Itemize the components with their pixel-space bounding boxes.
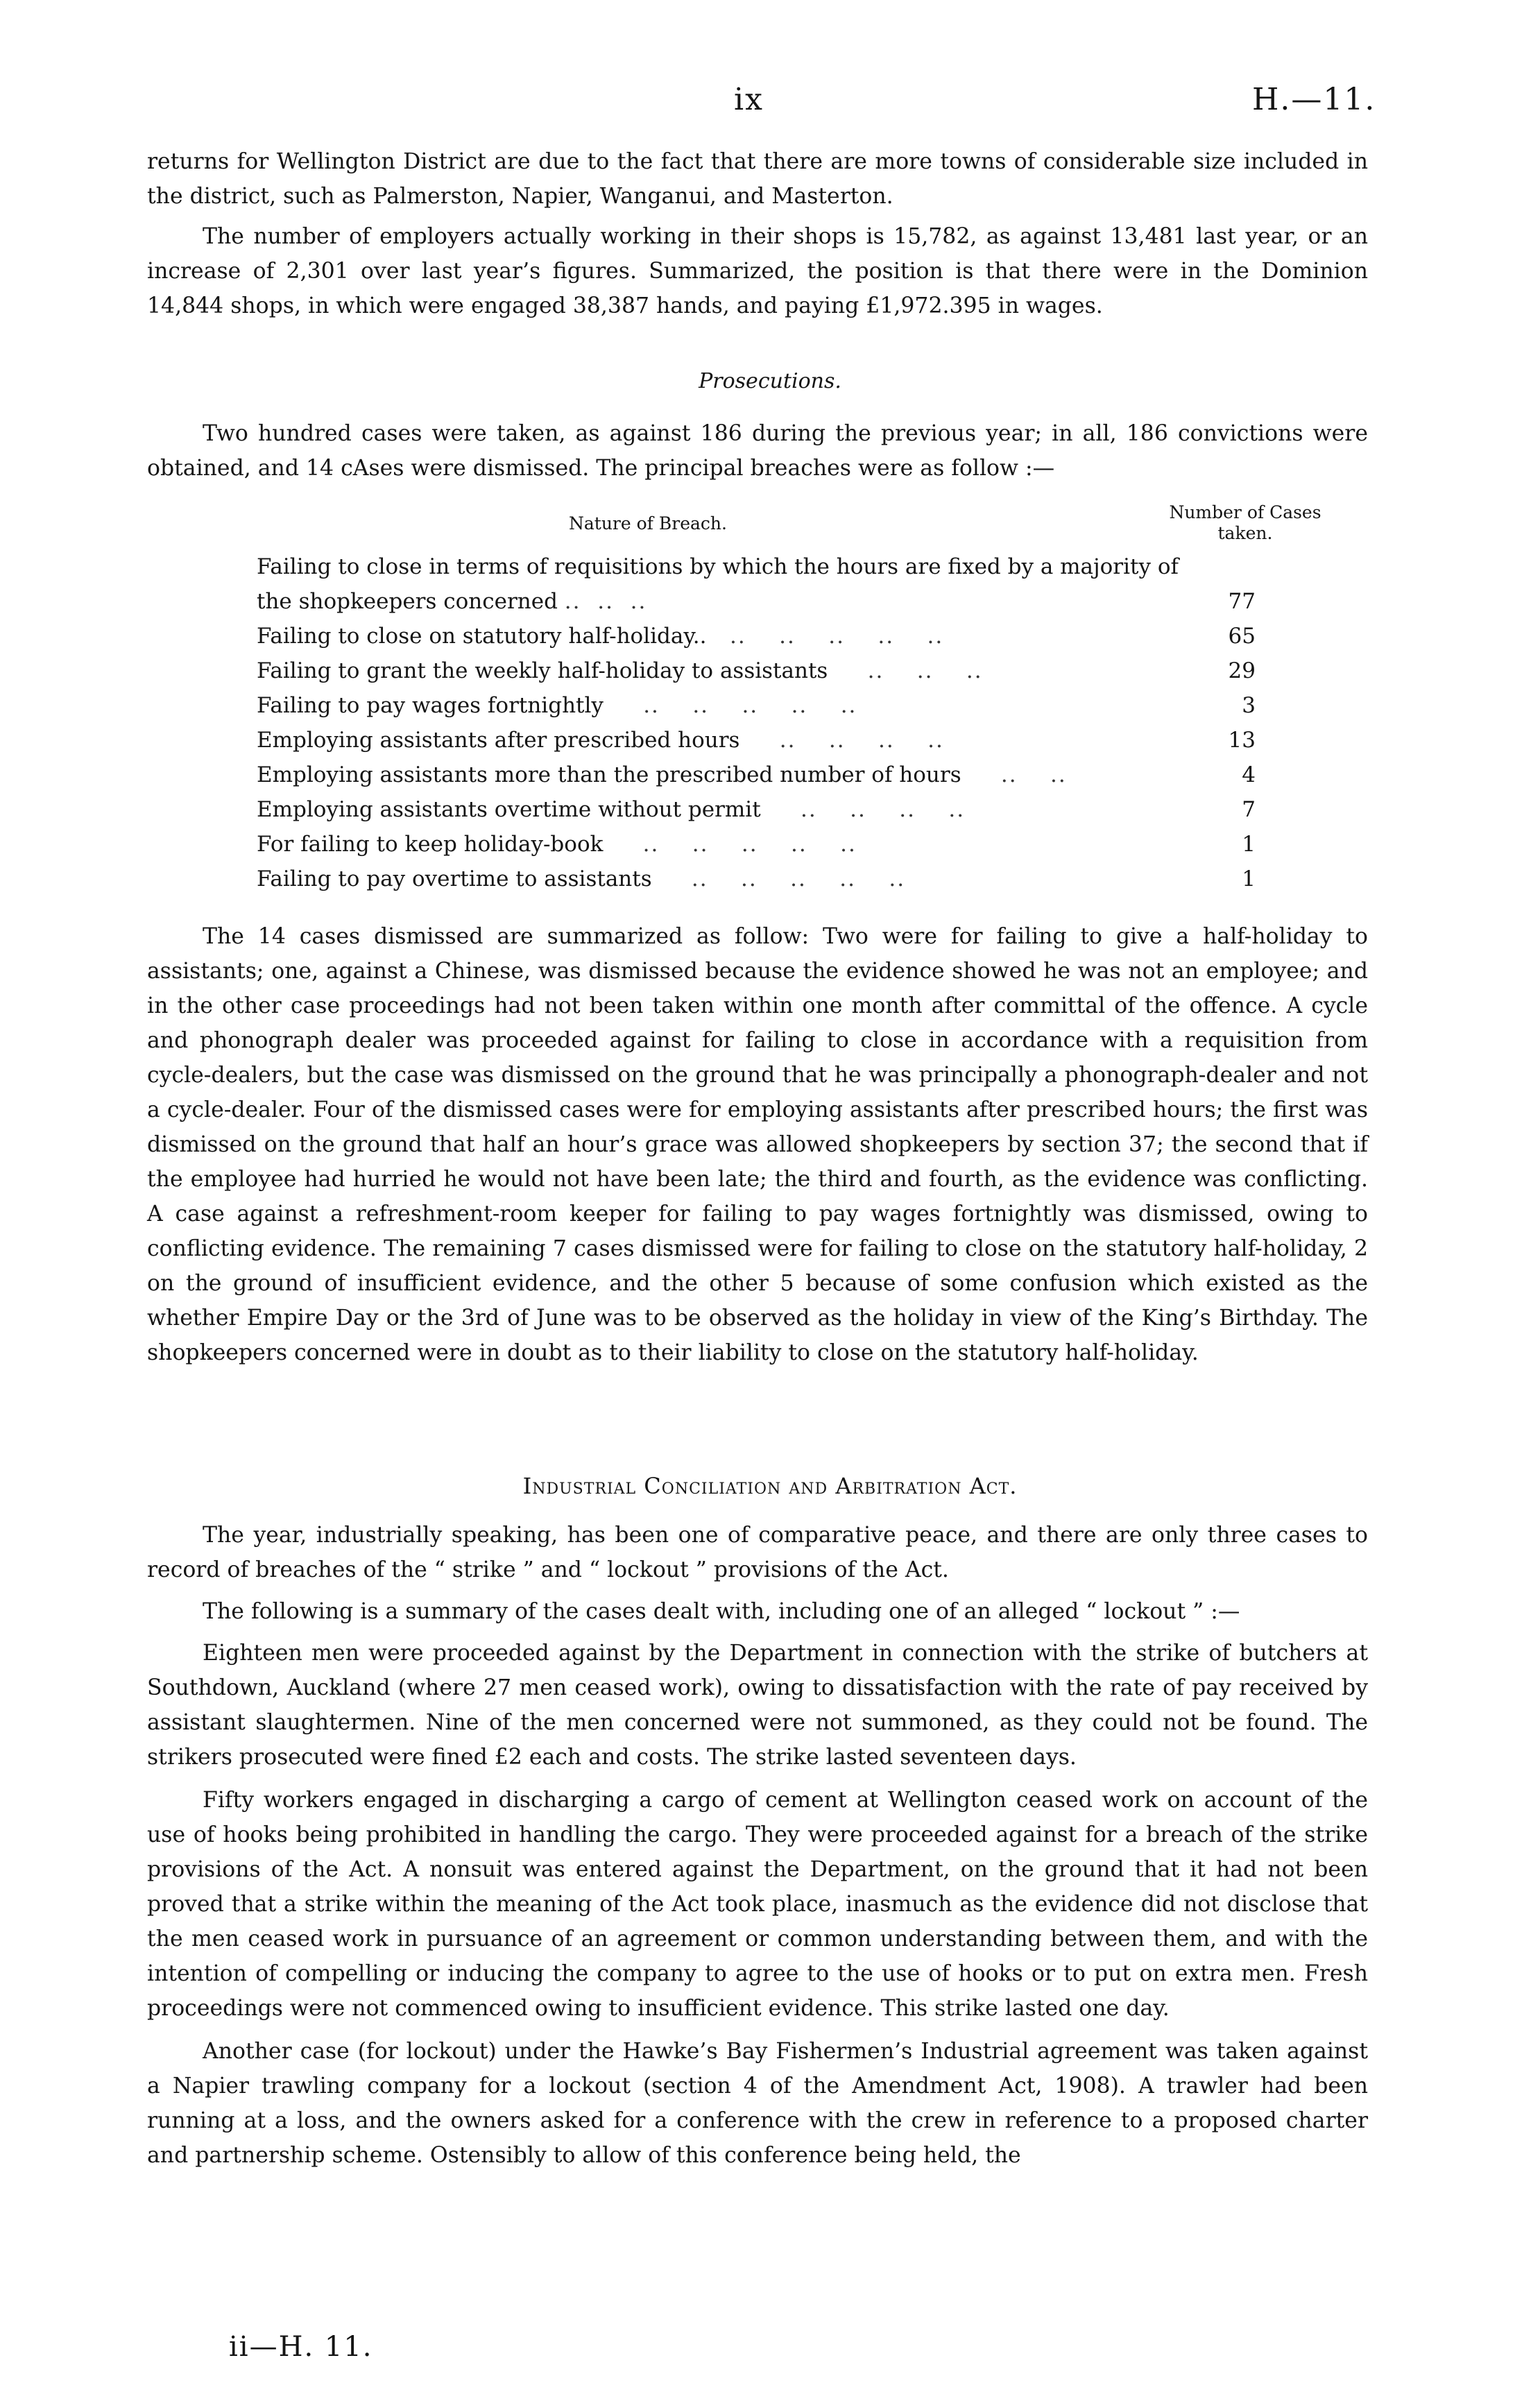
breach-nature: Failing to close in terms of requisitions by which the hours are fixed by a majority of the shopkeepers concerned [257, 554, 1179, 614]
industrial-paragraph-lockout: Another case (for lockout) under the Hawke’s Bay Fishermen’s Industrial agreement was taken against a Napier trawling company for a lockout (section 4 of the Amendment Act, 1908). A trawler had been running at a loss, and the owners asked for a conference with the crew in reference to a proposed charter and partnership scheme. Ostensibly to allow of this conference being held, the [147, 2039, 1368, 2168]
breach-nature: Failing to pay overtime to assistants [257, 866, 652, 891]
dismissed-section [147, 919, 1368, 1370]
breach-count: 4 [1242, 762, 1256, 787]
breach-count: 13 [1228, 728, 1256, 753]
intro-paragraph-continued: returns for Wellington District are due to the fact that there are more towns of considerable size included in the district, such as Palmerston, Napier, Wanganui, and Masterton. [147, 149, 1368, 209]
breach-table [257, 549, 1256, 896]
table-row: Employing assistants overtime without permit .. .. .. .. 7 [257, 797, 1256, 822]
breach-nature: Failing to pay wages fortnightly [257, 693, 604, 718]
table-row: Failing to close in terms of requisitions by which the hours are fixed by a majority of the shopkeepers concerned .. .. .. 77 [257, 549, 1256, 619]
intro-section [147, 144, 1368, 323]
table-row: Failing to close on statutory half-holiday.. .. .. .. .. .. 65 [257, 624, 1256, 649]
breach-count: 77 [1228, 589, 1256, 614]
prosecutions-intro [147, 416, 1368, 486]
intro-paragraph-employers: The number of employers actually working in their shops is 15,782, as against 13,481 last year, or an increase of 2,301 over last year’s figures. Summarized, the position is that there were in the Dominion 14,844 shops, in which were engaged 38,387 hands, and paying £1,972.395 in wages. [147, 224, 1368, 318]
industrial-act-heading: Industrial Conciliation and Arbitration Act. [522, 1473, 1018, 1499]
footer-signature-ref: ii—H. 11. [229, 2331, 373, 2363]
industrial-paragraph-summary: The following is a summary of the cases dealt with, including one of an alleged “ lockout ” :— [203, 1599, 1240, 1624]
breach-nature: Employing assistants overtime without permit [257, 797, 761, 822]
page-number: ix [734, 82, 764, 117]
breach-count: 3 [1242, 693, 1256, 718]
breach-count: 1 [1242, 832, 1256, 857]
breach-count: 65 [1228, 624, 1256, 649]
industrial-paragraph-peace: The year, industrially speaking, has been one of comparative peace, and there are only three cases to record of breaches of the “ strike ” and “ lockout ” provisions of the Act. [147, 1523, 1368, 1582]
table-row: For failing to keep holiday-book .. .. .. .. .. 1 [257, 832, 1256, 857]
breach-count: 7 [1242, 797, 1256, 822]
table-row: Failing to grant the weekly half-holiday to assistants .. .. .. 29 [257, 658, 1256, 683]
breach-nature: Failing to grant the weekly half-holiday to assistants [257, 658, 828, 683]
industrial-paragraph-cement: Fifty workers engaged in discharging a cargo of cement at Wellington ceased work on account of the use of hooks being prohibited in handling the cargo. They were proceeded against for a breach of the strike provisions of the Act. A nonsuit was entered against the Department, on the ground that it had not been proved that a strike within the meaning of the Act took place, inasmuch as the evidence did not disclose that the men ceased work in pursuance of an agreement or common understanding between them, and with the intention of compelling or inducing the company to agree to the use of hooks or to put on extra men. Fresh proceedings were not commenced owing to insufficient evidence. This strike lasted one day. [147, 1788, 1368, 2021]
table-row: Failing to pay overtime to assistants .. .. .. .. .. 1 [257, 866, 1256, 891]
table-row: Failing to pay wages fortnightly .. .. .. .. .. 3 [257, 693, 1256, 718]
table-header-count: Number of Cases taken. [1169, 502, 1321, 543]
breach-nature: Failing to close on statutory half-holiday.. [257, 624, 707, 649]
breach-nature: For failing to keep holiday-book [257, 832, 604, 857]
industrial-section [147, 1518, 1368, 2173]
document-reference: H.—11. [1252, 82, 1376, 117]
table-header-nature: Nature of Breach. [569, 513, 727, 533]
breach-nature: Employing assistants more than the prescribed number of hours [257, 762, 961, 787]
industrial-paragraph-butchers: Eighteen men were proceeded against by the Department in connection with the strike of butchers at Southdown, Auckland (where 27 men ceased work), owing to dissatisfaction with the rate of pay received by assistant slaughtermen. Nine of the men concerned were not summoned, as they could not be found. The strikers prosecuted were fined £2 each and costs. The strike lasted seventeen days. [147, 1641, 1368, 1770]
breach-nature: Employing assistants after prescribed hours [257, 728, 740, 753]
prosecutions-heading: Prosecutions. [699, 369, 841, 393]
table-row: Employing assistants after prescribed hours .. .. .. .. 13 [257, 728, 1256, 753]
prosecutions-paragraph: Two hundred cases were taken, as against 186 during the previous year; in all, 186 convictions were obtained, and 14 cAses were dismissed. The principal breaches were as follow :— [147, 421, 1368, 481]
table-row: Employing assistants more than the prescribed number of hours .. .. 4 [257, 762, 1256, 787]
dismissed-paragraph: The 14 cases dismissed are summarized as follow: Two were for failing to give a half-holiday to assistants; one, against a Chinese, was dismissed because the evidence showed he was not an employee; and in the other case proceedings had not been taken within one month after committal of the offence. A cycle and phonograph dealer was proceeded against for failing to close in accordance with a requisition from cycle-dealers, but the case was dismissed on the ground that he was principally a phonograph-dealer and not a cycle-dealer. Four of the dismissed cases were for employing assistants after prescribed hours; the first was dismissed on the ground that half an hour’s grace was allowed shopkeepers by section 37; the second that if the employee had hurried he would not have been late; the third and fourth, as the evidence was conflicting. A case against a refreshment-room keeper for failing to pay wages fortnightly was dismissed, owing to conflicting evidence. The remaining 7 cases dismissed were for failing to close on the statutory half-holiday, 2 on the ground of insufficient evidence, and the other 5 because of some confusion which existed as the whether Empire Day or the 3rd of June was to be observed as the holiday in view of the King’s Birthday. The shopkeepers concerned were in doubt as to their liability to close on the statutory half-holiday. [147, 924, 1368, 1365]
breach-count: 1 [1242, 866, 1256, 891]
breach-count: 29 [1228, 658, 1256, 683]
